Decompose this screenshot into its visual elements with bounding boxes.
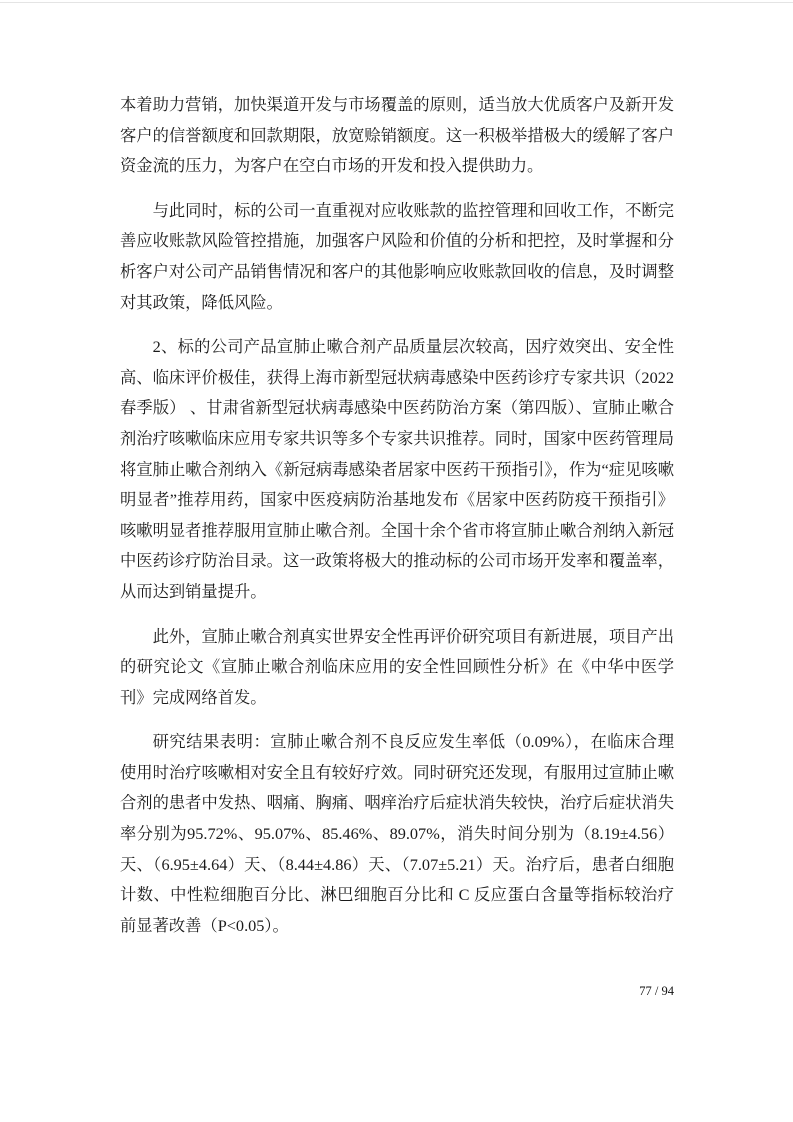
paragraph: 本着助力营销，加快渠道开发与市场覆盖的原则，适当放大优质客户及新开发客户的信誉额度和回款期限，放宽赊销额度。这一积极举措极大的缓解了客户资金流的压力，为客户在空白市场的开发和投入提供助力。 — [120, 95, 674, 176]
paragraph: 此外，宣肺止嗽合剂真实世界安全性再评价研究项目有新进展，项目产出的研究论文《宣肺止嗽合剂临床应用的安全性回顾性分析》在《中华中医学刊》完成网络首发。 — [120, 626, 674, 707]
paragraph: 2、标的公司产品宣肺止嗽合剂产品质量层次较高，因疗效突出、安全性高、临床评价极佳，获得上海市新型冠状病毒感染中医药诊疗专家共识（2022 春季版） 、甘肃省新型冠状病毒感染中医药防治方案（第四版）、宣肺止嗽合剂治疗咳嗽临床应用专家共识等多个专家共识推荐。同时，国家中医药管理局将宣肺止嗽合剂纳入《新冠病毒感染者居家中医药干预指引》，作为“症见咳嗽明显者”推荐用药，国家中医疫病防治基地发布《居家中医药防疫干预指引》咳嗽明显者推荐服用宣肺止嗽合剂。全国十余个省市将宣肺止嗽合剂纳入新冠中医药诊疗防治目录。这一政策将极大的推动标的公司市场开发率和覆盖率，从而达到销量提升。 — [120, 337, 674, 601]
paragraph: 与此同时，标的公司一直重视对应收账款的监控管理和回收工作，不断完善应收账款风险管控措施，加强客户风险和价值的分析和把控，及时掌握和分析客户对公司产品销售情况和客户的其他影响应收账款回收的信息，及时调整对其政策，降低风险。 — [120, 200, 674, 312]
page-top-edge-divider — [0, 2, 793, 3]
page-number: 77 / 94 — [639, 984, 674, 998]
paragraph: 研究结果表明：宣肺止嗽合剂不良反应发生率低（0.09%），在临床合理使用时治疗咳嗽相对安全且有较好疗效。同时研究还发现，有服用过宣肺止嗽合剂的患者中发热、咽痛、胸痛、咽痒治疗后症状消失较快，治疗后症状消失率分别为95.72%、95.07%、85.46%、89.07%，消失时间分别为（8.19±4.56）天、（6.95±4.64）天、（8.44±4.86）天、（7.07±5.21）天。治疗后，患者白细胞计数、中性粒细胞百分比、淋巴细胞百分比和 C 反应蛋白含量等指标较治疗前显著改善（P<0.05）。 — [120, 732, 674, 935]
document-page-body — [120, 90, 674, 955]
